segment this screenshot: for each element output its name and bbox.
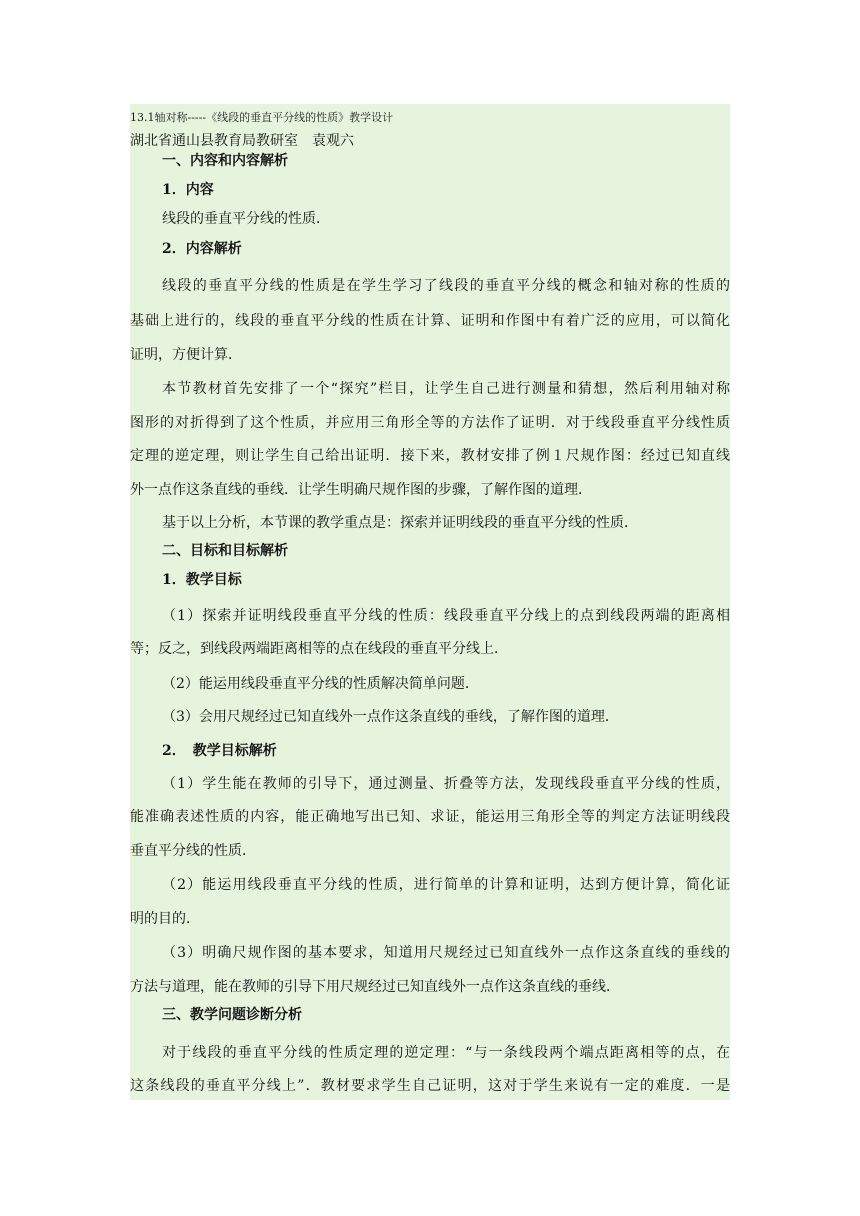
paragraph-line: 外一点作这条直线的垂线．让学生明确尺规作图的步骤，了解作图的道理． <box>130 482 592 498</box>
paragraph-line: 线段的垂直平分线的性质是在学生学习了线段的垂直平分线的概念和轴对称的性质的 <box>162 278 730 294</box>
section1-heading: 一、内容和内容解析 <box>162 153 288 169</box>
section3-heading: 三、教学问题诊断分析 <box>162 1007 302 1023</box>
author-line: 湖北省通山县教育局教研室 袁观六 <box>130 133 354 149</box>
document-body <box>130 104 730 1100</box>
paragraph-line: （2）能运用线段垂直平分线的性质，进行简单的计算和证明，达到方便计算，简化证 <box>162 877 730 893</box>
section2-sub1-heading: 1．教学目标 <box>162 572 242 588</box>
section1-sub1-heading: 1．内容 <box>162 182 214 198</box>
paragraph-line: 垂直平分线的性质． <box>130 843 256 859</box>
paragraph-line: 这条线段的垂直平分线上”．教材要求学生自己证明，这对于学生来说有一定的难度．一是 <box>130 1078 730 1094</box>
paragraph-line: （2）能运用线段垂直平分线的性质解决简单问题． <box>162 676 479 692</box>
section1-sub2-heading: 2．内容解析 <box>162 241 242 257</box>
paragraph-line: （3）明确尺规作图的基本要求，知道用尺规经过已知直线外一点作这条直线的垂线的 <box>162 945 730 961</box>
paragraph-line: 图形的对折得到了这个性质，并应用三角形全等的方法作了证明．对于线段垂直平分线性质 <box>130 415 730 431</box>
section1-sub1-text: 线段的垂直平分线的性质． <box>162 211 330 227</box>
paragraph-line: 对于线段的垂直平分线的性质定理的逆定理：“与一条线段两个端点距离相等的点，在 <box>162 1045 730 1061</box>
paragraph-line: 等；反之，到线段两端距离相等的点在线段的垂直平分线上． <box>130 641 508 657</box>
paragraph-line: （3）会用尺规经过已知直线外一点作这条直线的垂线，了解作图的道理． <box>162 709 619 725</box>
paragraph-line: 明的目的． <box>130 911 200 927</box>
section2-heading: 二、目标和目标解析 <box>162 543 288 559</box>
paragraph-line: 方法与道理，能在教师的引导下用尺规经过已知直线外一点作这条直线的垂线． <box>130 979 620 995</box>
paragraph-line: （1）探索并证明线段垂直平分线的性质：线段垂直平分线上的点到线段两端的距离相 <box>162 608 730 624</box>
paragraph-line: 证明，方便计算． <box>130 347 242 363</box>
paragraph-line: （1）学生能在教师的引导下，通过测量、折叠等方法，发现线段垂直平分线的性质， <box>162 776 730 792</box>
document-title: 13.1轴对称-----《线段的垂直平分线的性质》教学设计 <box>130 111 394 124</box>
paragraph-line: 本节教材首先安排了一个“探究”栏目，让学生自己进行测量和猜想，然后利用轴对称 <box>162 381 730 397</box>
paragraph-line: 基于以上分析，本节课的教学重点是：探索并证明线段的垂直平分线的性质． <box>162 515 638 531</box>
paragraph-line: 能准确表述性质的内容，能正确地写出已知、求证，能运用三角形全等的判定方法证明线段 <box>130 809 730 825</box>
section2-sub2-heading: 2． 教学目标解析 <box>162 743 277 759</box>
paragraph-line: 定理的逆定理，则让学生自己给出证明．接下来，教材安排了例１尺规作图：经过已知直线 <box>130 448 730 464</box>
paragraph-line: 基础上进行的，线段的垂直平分线的性质在计算、证明和作图中有着广泛的应用，可以简化 <box>130 313 730 329</box>
